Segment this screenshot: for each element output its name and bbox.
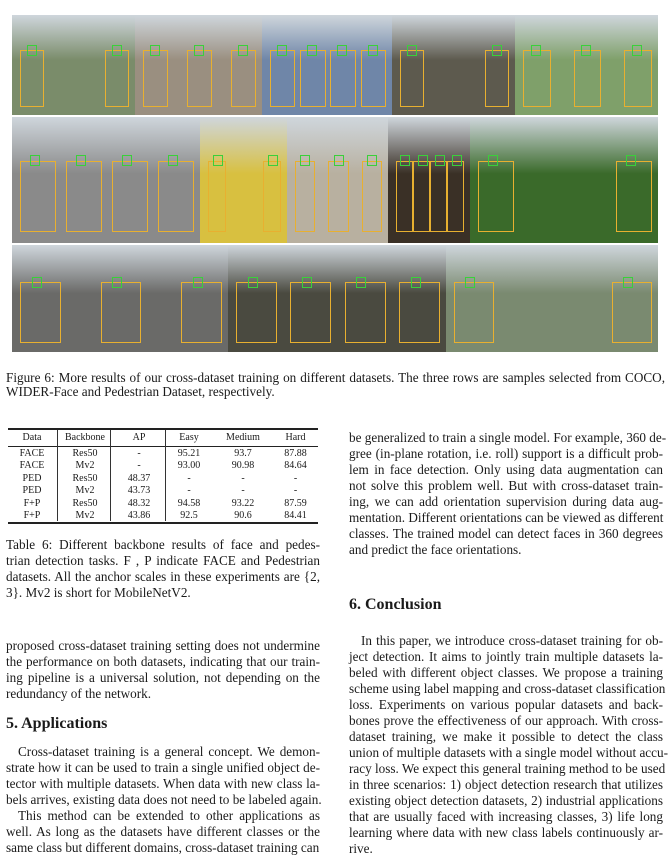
bounding-box xyxy=(270,50,295,107)
bounding-box xyxy=(330,50,355,107)
table-cell: - xyxy=(137,460,141,472)
paragraph-line: learning where data with new class labels continuously ar- xyxy=(349,825,663,840)
face-box xyxy=(193,277,203,288)
face-box xyxy=(581,45,591,56)
bounding-box xyxy=(143,50,168,107)
paragraph-line: Cross-dataset training is a general concept. We demon- xyxy=(18,744,320,759)
bounding-box xyxy=(105,50,129,107)
bounding-box xyxy=(66,161,102,232)
detection-sample-image xyxy=(12,117,200,243)
bounding-box xyxy=(399,282,440,343)
detection-sample-image xyxy=(228,245,446,352)
table-cell: 95.21 xyxy=(177,448,201,459)
table-cell: Mv2 xyxy=(75,510,95,521)
bounding-box xyxy=(523,50,551,107)
table-cell: - xyxy=(241,472,245,484)
bounding-box xyxy=(20,282,61,343)
table-cell: 90.6 xyxy=(234,510,252,521)
detection-sample-image xyxy=(446,245,658,352)
column-separator xyxy=(165,430,166,521)
face-box xyxy=(122,155,132,166)
table-cell: - xyxy=(241,485,245,497)
paragraph-line: scheme using label mapping and cross-dataset classification xyxy=(349,681,666,696)
face-box xyxy=(531,45,541,56)
table-cell: 84.64 xyxy=(284,460,307,472)
face-box xyxy=(367,155,377,166)
face-box xyxy=(334,155,344,166)
figure-caption-line: Figure 6: More results of our cross-dataset training on different datasets. The three rows are samples selected from COCO, xyxy=(6,370,665,385)
table-cell: F+P xyxy=(23,497,41,509)
table-header-cell: Easy xyxy=(179,432,199,443)
table-cell: 93.22 xyxy=(231,497,255,509)
bounding-box xyxy=(413,161,430,232)
face-box xyxy=(268,155,278,166)
paragraph-line: in three scenarios: 1) object detection research that utilizes xyxy=(349,777,663,792)
paragraph-line: be generalized to train a single model. For example, 360 de- xyxy=(349,430,667,445)
face-box xyxy=(168,155,178,166)
detection-sample-image xyxy=(388,117,470,243)
bounding-box xyxy=(181,282,222,343)
table-header-cell: AP xyxy=(132,432,146,443)
paragraph-line: dataset training, we make it possible to detect the class xyxy=(349,729,663,744)
table-rule xyxy=(8,446,318,447)
face-box xyxy=(368,45,378,56)
bounding-box xyxy=(361,50,386,107)
face-box xyxy=(213,155,223,166)
table-cell: Mv2 xyxy=(75,460,95,472)
table-cell: 87.88 xyxy=(284,448,307,459)
paragraph-line: and predict the face orientations. xyxy=(349,542,522,557)
bounding-box xyxy=(101,282,142,343)
table-rule xyxy=(8,522,318,524)
column-separator xyxy=(57,430,58,521)
face-box xyxy=(418,155,428,166)
table-cell: 93.7 xyxy=(234,448,252,459)
table-cell: - xyxy=(293,485,298,497)
table-cell: Res50 xyxy=(72,472,98,484)
table-rule xyxy=(8,428,318,430)
bounding-box xyxy=(345,282,386,343)
table-header-cell: Data xyxy=(22,432,42,443)
face-box xyxy=(112,277,122,288)
bounding-box xyxy=(430,161,447,232)
detection-sample-image xyxy=(515,15,658,115)
paragraph-line: same class but different domains, cross-dataset training can xyxy=(6,840,320,855)
paragraph-line: bels arrives, existing data does not need to be labeled again. xyxy=(6,792,322,807)
face-box xyxy=(356,277,366,288)
table-cell: 43.73 xyxy=(127,485,151,497)
face-box xyxy=(248,277,258,288)
bounding-box xyxy=(20,50,44,107)
detection-sample-image xyxy=(287,117,388,243)
detection-sample-image xyxy=(135,15,262,115)
paragraph-line: tector with multiple datasets. When data with new class la- xyxy=(6,776,320,791)
face-box xyxy=(300,155,310,166)
bounding-box xyxy=(158,161,194,232)
bounding-box xyxy=(300,50,325,107)
face-box xyxy=(465,277,475,288)
face-box xyxy=(150,45,160,56)
bounding-box xyxy=(187,50,212,107)
face-box xyxy=(435,155,445,166)
paragraph-line: that are usually faced with increasing classes, 3) life long xyxy=(349,809,663,824)
paragraph-line: well. As long as the datasets have different classes or the xyxy=(6,824,320,839)
paragraph-line: existing object detection datasets, 2) industrial applications xyxy=(349,793,663,808)
bounding-box xyxy=(290,282,331,343)
paragraph-line: loss. Experiments on various popular datasets and back- xyxy=(349,697,663,712)
table-cell: 84.41 xyxy=(284,510,307,521)
table-header-cell: Hard xyxy=(285,432,306,443)
paragraph-line: lem in face detection. Only using data augmentation can xyxy=(349,462,663,477)
face-box xyxy=(32,277,42,288)
bounding-box xyxy=(454,282,494,343)
paragraph-line: ing pipeline is a universal solution, not depending on the xyxy=(6,670,320,685)
bounding-box xyxy=(616,161,652,232)
table-cell: FACE xyxy=(19,460,45,472)
face-box xyxy=(488,155,498,166)
bounding-box xyxy=(478,161,514,232)
paragraph-line: In this paper, we introduce cross-dataset training for ob- xyxy=(361,633,663,648)
face-box xyxy=(492,45,502,56)
detection-sample-image xyxy=(470,117,658,243)
section-heading-conclusion: 6. Conclusion xyxy=(349,596,442,613)
face-box xyxy=(337,45,347,56)
paragraph-line: not solve this problem well. But with cross-dataset train- xyxy=(349,478,663,493)
bounding-box xyxy=(362,161,382,232)
face-box xyxy=(30,155,40,166)
bounding-box xyxy=(485,50,509,107)
column-separator xyxy=(110,430,111,521)
face-box xyxy=(112,45,122,56)
table-cell: - xyxy=(187,472,191,484)
table-cell: - xyxy=(137,448,141,459)
bounding-box xyxy=(112,161,148,232)
paragraph-line: bones prove the effectiveness of our approach. With cross- xyxy=(349,713,663,728)
table-cell: FACE xyxy=(19,448,45,459)
table-cell: 48.37 xyxy=(127,472,151,484)
paragraph-line: the performance on both datasets, indicating that our train- xyxy=(6,654,320,669)
bounding-box xyxy=(295,161,315,232)
bounding-box xyxy=(208,161,226,232)
face-box xyxy=(76,155,86,166)
detection-sample-image xyxy=(200,117,287,243)
table-caption-line: Table 6: Different backbone results of face and pedes- xyxy=(6,537,320,552)
bounding-box xyxy=(263,161,281,232)
face-box xyxy=(194,45,204,56)
paragraph-line: union of multiple datasets with a single model without accu- xyxy=(349,745,668,760)
table-cell: F+P xyxy=(23,510,41,521)
table-cell: 48.32 xyxy=(127,497,151,509)
face-box xyxy=(400,155,410,166)
bounding-box xyxy=(231,50,256,107)
table-caption-line: trian detection tasks. F , P indicate FACE and Pedestrian xyxy=(6,553,320,568)
paragraph-line: ing, we can add orientation supervision during data aug- xyxy=(349,494,663,509)
paragraph-line: beled with different object classes. We propose a training xyxy=(349,665,663,680)
face-box xyxy=(302,277,312,288)
bounding-box xyxy=(328,161,348,232)
bounding-box xyxy=(400,50,424,107)
table-cell: PED xyxy=(22,485,42,497)
table-cell: - xyxy=(293,472,298,484)
paragraph-line: redundancy of the network. xyxy=(6,686,152,701)
face-box xyxy=(632,45,642,56)
section-heading-applications: 5. Applications xyxy=(6,715,108,732)
face-box xyxy=(277,45,287,56)
table-cell: 94.58 xyxy=(177,497,201,509)
paragraph-line: rive. xyxy=(349,841,373,856)
paragraph-line: ject detection. It aims to jointly train multiple datasets la- xyxy=(349,649,663,664)
face-box xyxy=(452,155,462,166)
paragraph-line: mentation. Different orientations can be viewed as different xyxy=(349,510,664,525)
face-box xyxy=(27,45,37,56)
face-box xyxy=(411,277,421,288)
face-box xyxy=(407,45,417,56)
detection-sample-image xyxy=(262,15,392,115)
table-cell: Res50 xyxy=(72,497,98,509)
face-box xyxy=(626,155,636,166)
table-cell: 93.00 xyxy=(177,460,201,472)
table-caption-line: datasets. All the anchor scales in these experiments are {2, xyxy=(6,569,320,584)
detection-sample-image xyxy=(12,15,135,115)
table-cell: - xyxy=(187,485,191,497)
bounding-box xyxy=(574,50,602,107)
bounding-box xyxy=(612,282,652,343)
table-cell: 90.98 xyxy=(231,460,255,472)
paragraph-line: racy loss. We expect this general training method to be used xyxy=(349,761,666,776)
bounding-box xyxy=(447,161,464,232)
paragraph-line: strate how it can be used to train a single unified object de- xyxy=(6,760,320,775)
table-cell: 92.5 xyxy=(180,510,198,521)
table-cell: Res50 xyxy=(72,448,98,459)
table-cell: 87.59 xyxy=(284,497,307,509)
paragraph-line: proposed cross-dataset training setting does not undermine xyxy=(6,638,320,653)
table-cell: 43.86 xyxy=(127,510,151,521)
table-header-cell: Backbone xyxy=(65,432,105,443)
paragraph-line: This method can be extended to other applications as xyxy=(18,808,320,823)
bounding-box xyxy=(396,161,413,232)
detection-sample-image xyxy=(12,245,228,352)
table-cell: Mv2 xyxy=(75,485,95,497)
face-box xyxy=(623,277,633,288)
bounding-box xyxy=(20,161,56,232)
paragraph-line: classes. The trained model can detect faces in 360 degrees xyxy=(349,526,663,541)
figure-caption-line: WIDER-Face and Pedestrian Dataset, respectively. xyxy=(6,384,275,399)
table-caption-line: 3}. Mv2 is short for MobileNetV2. xyxy=(6,585,191,600)
face-box xyxy=(238,45,248,56)
paragraph-line: gree (in-plane rotation, i.e. roll) support is a difficult prob- xyxy=(349,446,663,461)
table-header-cell: Medium xyxy=(226,432,260,443)
bounding-box xyxy=(236,282,277,343)
face-box xyxy=(307,45,317,56)
table-cell: PED xyxy=(22,472,42,484)
detection-sample-image xyxy=(392,15,515,115)
bounding-box xyxy=(624,50,652,107)
